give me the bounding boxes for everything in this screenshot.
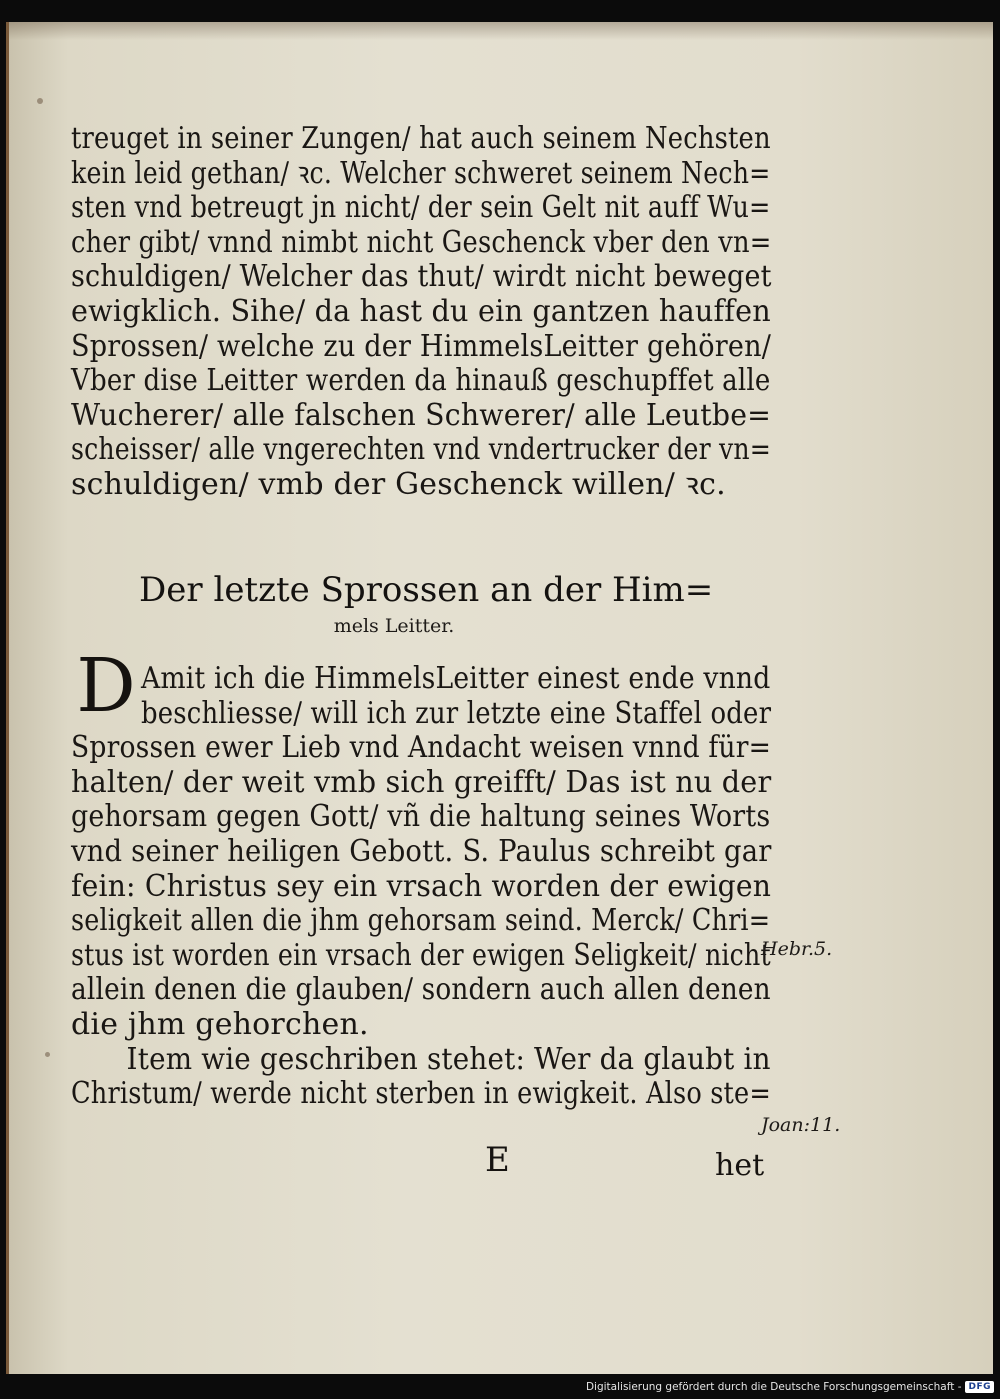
text-line: vnd seiner heiligen Gebott. S. Paulus schreibt gar [71, 833, 772, 869]
text-line: scheisser/ alle vngerechten vnd vndertrucker der vn= [71, 432, 772, 468]
text-line: ewigklich. Sihe/ da hast du ein gantzen hauffen [71, 293, 771, 329]
text-line: Sprossen/ welche zu der HimmelsLeitter gehören/ [71, 328, 772, 364]
drop-initial: D [76, 643, 136, 729]
text-line: cher gibt/ vnnd nimbt nicht Geschenck vber den vn= [71, 224, 772, 260]
footer-credit-text: Digitalisierung gefördert durch die Deutsche Forschungsgemeinschaft - [585, 1381, 962, 1393]
text-line: stus ist worden ein vrsach der ewigen Seligkeit/ nicht [71, 937, 771, 973]
book-page [6, 22, 993, 1374]
text-line: fein: Christus sey ein vrsach worden der ewigen [71, 868, 772, 904]
text-line: seligkeit allen die jhm gehorsam seind. Merck/ Chri= [71, 903, 771, 939]
signature-mark: E [485, 1140, 510, 1180]
paper-stain [45, 1052, 50, 1057]
text-line: Wucherer/ alle falschen Schwerer/ alle Leutbe= [71, 397, 772, 433]
section-subheading: mels Leitter. [333, 615, 455, 637]
text-line: Christum/ werde nicht sterben in ewigkeit. Also ste= [71, 1076, 771, 1112]
text-line: Sprossen ewer Lieb vnd Andacht weisen vnnd für= [71, 730, 772, 766]
catchword: het [715, 1148, 765, 1183]
page-edge-shadow [9, 22, 993, 40]
margin-note-reference: Joan:11. [761, 1114, 841, 1136]
paragraph-top [71, 122, 771, 503]
text-line: Item wie geschriben stehet: Wer da glaubt in [126, 1041, 771, 1077]
text-line: gehorsam gegen Gott/ vñ die haltung seines Worts [71, 799, 771, 835]
margin-note-reference: Hebr.5. [761, 938, 833, 960]
section-heading: Der letzte Sprossen an der Him= [139, 570, 714, 610]
text-line: allein denen die glauben/ sondern auch allen denen [71, 972, 771, 1008]
text-line: kein leid gethan/ ꝛc. Welcher schweret seinem Nech= [71, 155, 771, 191]
text-line: Amit ich die HimmelsLeitter einest ende vnnd [141, 661, 771, 696]
text-line: sten vnd betreugt jn nicht/ der sein Gelt nit auff Wu= [71, 190, 771, 226]
text-line: Vber dise Leitter werden da hinauß geschupffet alle [71, 363, 771, 399]
dfg-logo-icon: DFG [965, 1381, 994, 1393]
text-line: schuldigen/ Welcher das thut/ wirdt nicht beweget [71, 259, 772, 295]
paper-stain [37, 98, 43, 104]
text-line: beschliesse/ will ich zur letzte eine Staffel oder [141, 695, 772, 731]
text-line: die jhm gehorchen. [71, 1006, 369, 1042]
text-line: halten/ der weit vmb sich greifft/ Das ist nu der [71, 764, 772, 800]
text-line: schuldigen/ vmb der Geschenck willen/ ꝛc. [71, 466, 726, 502]
digitization-footer [586, 1377, 994, 1397]
paragraph-main [71, 662, 771, 1112]
text-line: treuget in seiner Zungen/ hat auch seinem Nechsten [71, 121, 771, 156]
